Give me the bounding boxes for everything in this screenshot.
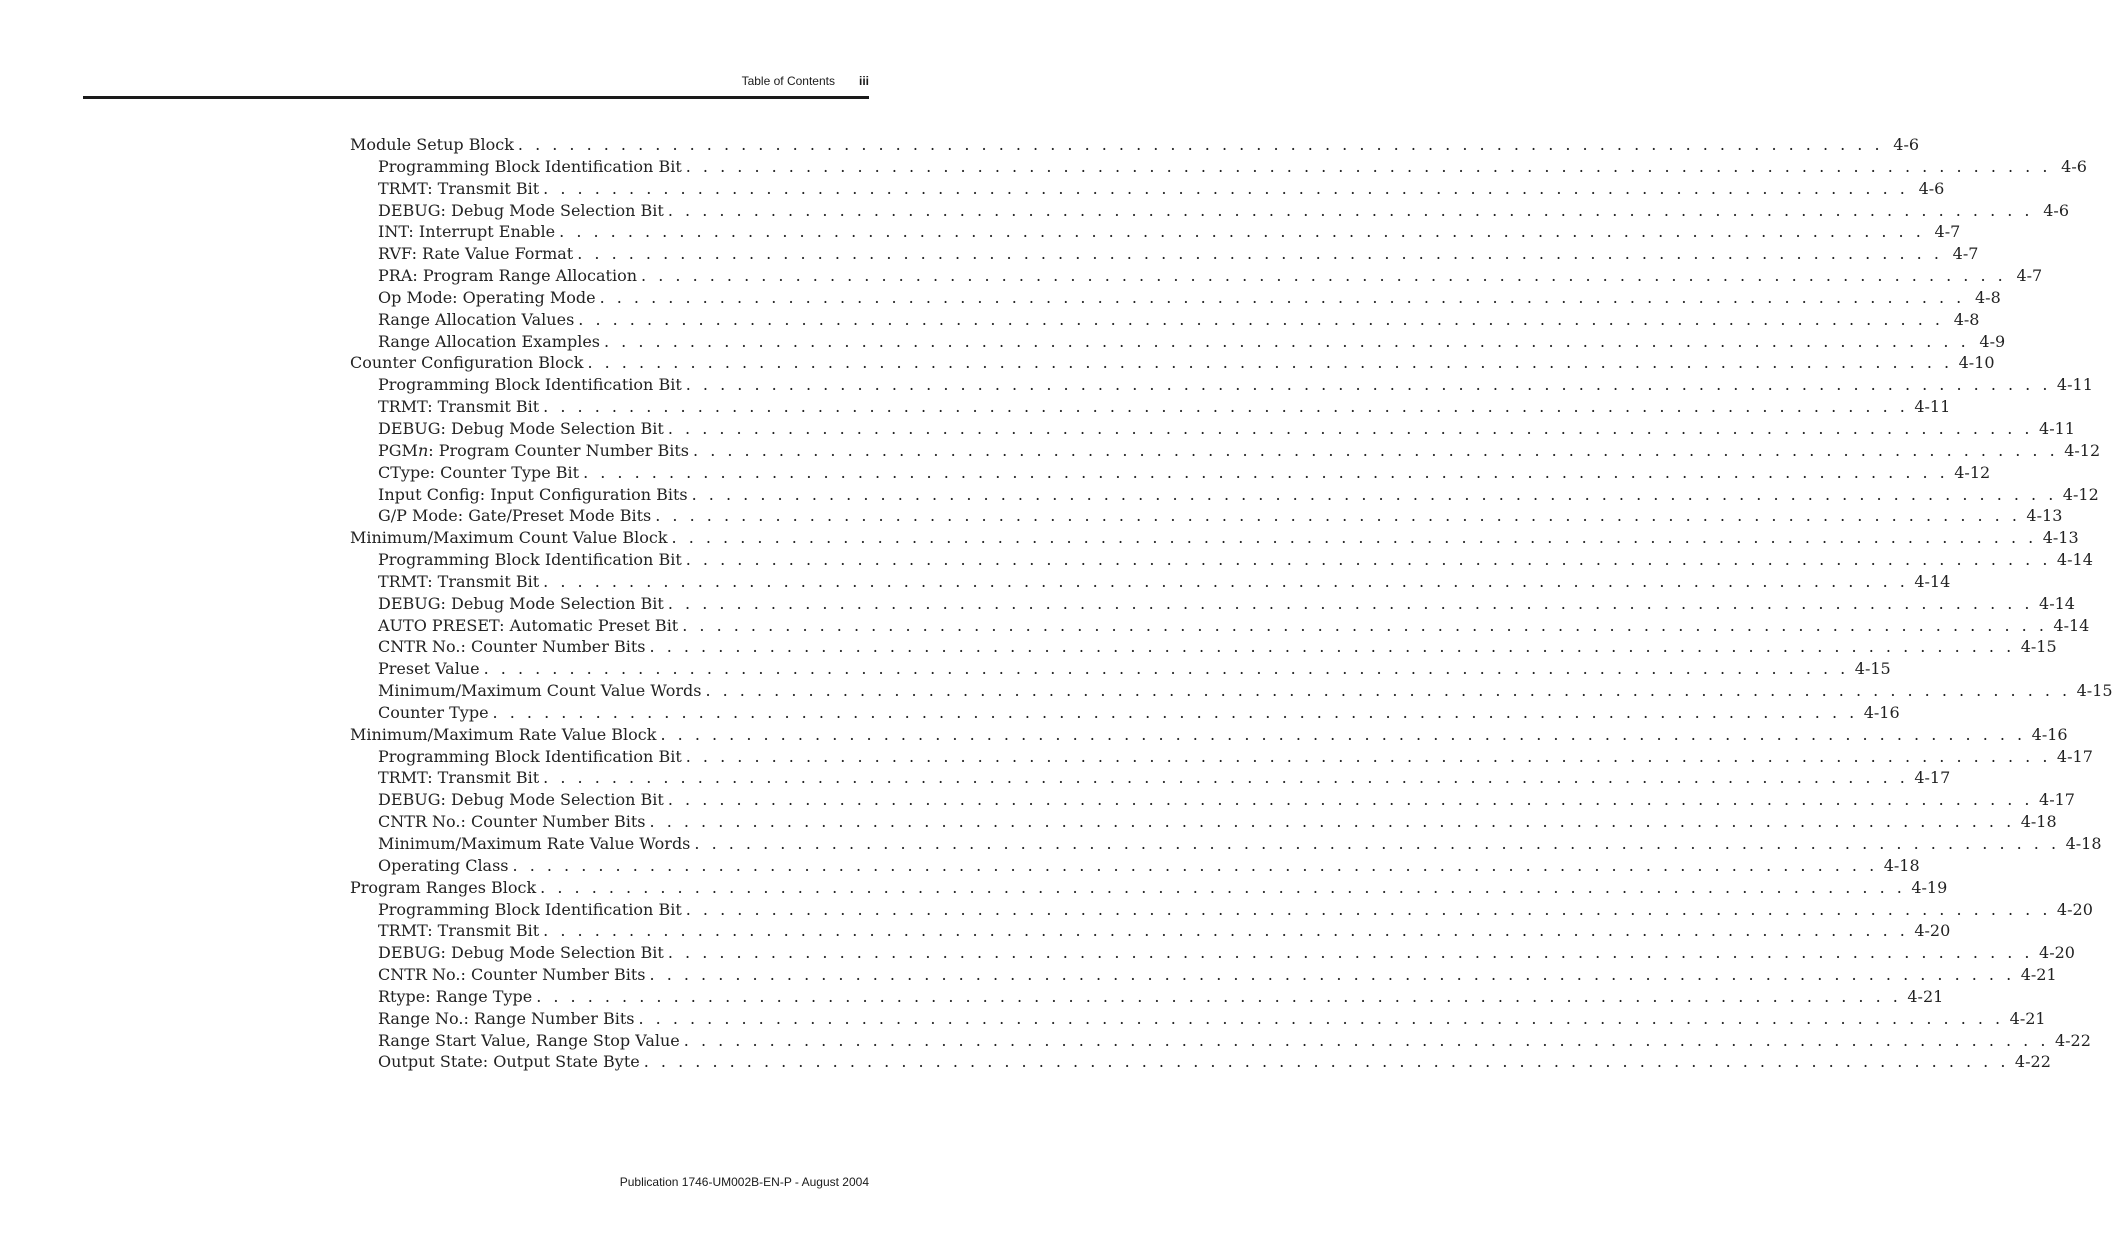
toc-entry[interactable] bbox=[350, 855, 1920, 877]
toc-entry-page: 4-13 bbox=[2026, 506, 2063, 526]
toc-dot-leader: . . . . . . . . . . . . . . . . . . . . . . . . . . . . . . . . . . . . . . . . . . . . . . . . . . . . . . . . . . . . . . . . . . . . . . . . . . . . . . . . bbox=[578, 309, 1944, 329]
toc-entry-page: 4-20 bbox=[2056, 899, 2093, 919]
toc-entry[interactable] bbox=[350, 877, 1948, 899]
toc-entry[interactable] bbox=[350, 374, 2093, 396]
toc-entry-title: Programming Block Identification Bit bbox=[378, 375, 682, 395]
toc-entry-title: Range Start Value, Range Stop Value bbox=[378, 1030, 680, 1050]
toc-entry-page: 4-7 bbox=[1934, 222, 1961, 242]
toc-entry[interactable] bbox=[350, 680, 2113, 702]
toc-entry[interactable] bbox=[350, 484, 2099, 506]
toc-dot-leader: . . . . . . . . . . . . . . . . . . . . . . . . . . . . . . . . . . . . . . . . . . . . . . . . . . . . . . . . . . . . . . . . . . . . . . . . . . . . . . . . bbox=[685, 156, 2051, 176]
toc-entry-title: Preset Value bbox=[378, 659, 480, 679]
toc-dot-leader: . . . . . . . . . . . . . . . . . . . . . . . . . . . . . . . . . . . . . . . . . . . . . . . . . . . . . . . . . . . . . . . . . . . . . . . . . . . . . . . . bbox=[649, 637, 2015, 657]
toc-entry[interactable] bbox=[350, 309, 1980, 331]
toc-entry-title: DEBUG: Debug Mode Selection Bit bbox=[378, 943, 664, 963]
toc-entry-page: 4-21 bbox=[1907, 986, 1944, 1006]
running-header bbox=[742, 74, 869, 88]
toc-dot-leader: . . . . . . . . . . . . . . . . . . . . . . . . . . . . . . . . . . . . . . . . . . . . . . . . . . . . . . . . . . . . . . . . . . . . . . . . . . . . . . . . bbox=[587, 353, 1953, 373]
toc-entry-page: 4-20 bbox=[2039, 943, 2075, 963]
toc-entry-page: 4-6 bbox=[2043, 200, 2070, 220]
toc-dot-leader: . . . . . . . . . . . . . . . . . . . . . . . . . . . . . . . . . . . . . . . . . . . . . . . . . . . . . . . . . . . . . . . . . . . . . . . . . . . . . . . . bbox=[517, 135, 1884, 154]
toc-entry[interactable] bbox=[350, 746, 2093, 768]
toc-entry-title bbox=[378, 440, 689, 462]
toc-entry[interactable] bbox=[350, 899, 2093, 921]
toc-dot-leader: . . . . . . . . . . . . . . . . . . . . . . . . . . . . . . . . . . . . . . . . . . . . . . . . . . . . . . . . . . . . . . . . . . . . . . . . . . . . . . . . bbox=[543, 178, 1909, 198]
toc-dot-leader: . . . . . . . . . . . . . . . . . . . . . . . . . . . . . . . . . . . . . . . . . . . . . . . . . . . . . . . . . . . . . . . . . . . . . . . . . . . . . . . . bbox=[638, 1008, 2004, 1028]
toc-dot-leader: . . . . . . . . . . . . . . . . . . . . . . . . . . . . . . . . . . . . . . . . . . . . . . . . . . . . . . . . . . . . . . . . . . . . . . . . . . . . . . . . bbox=[667, 418, 2034, 438]
toc-entry-title: Minimum/Maximum Rate Value Block bbox=[350, 724, 657, 744]
toc-entry-page: 4-17 bbox=[1914, 768, 1951, 788]
header-rule bbox=[83, 96, 869, 99]
toc-entry[interactable] bbox=[350, 462, 1991, 484]
toc-entry-page: 4-21 bbox=[2009, 1008, 2046, 1028]
toc-entry[interactable] bbox=[350, 134, 1920, 156]
toc-entry-title: CNTR No.: Counter Number Bits bbox=[378, 812, 646, 832]
toc-entry[interactable] bbox=[350, 986, 1944, 1008]
toc-entry-title: Program Ranges Block bbox=[350, 877, 537, 897]
toc-entry-page: 4-22 bbox=[2014, 1052, 2051, 1072]
toc-entry[interactable] bbox=[350, 636, 2057, 658]
toc-dot-leader: . . . . . . . . . . . . . . . . . . . . . . . . . . . . . . . . . . . . . . . . . . . . . . . . . . . . . . . . . . . . . . . . . . . . . . . . . . . . . . . . bbox=[667, 200, 2034, 220]
toc-entry-title: CNTR No.: Counter Number Bits bbox=[378, 637, 646, 657]
toc-entry[interactable] bbox=[350, 833, 2102, 855]
toc-entry[interactable] bbox=[350, 702, 1900, 724]
toc-entry-page: 4-13 bbox=[2042, 528, 2079, 548]
toc-entry-page: 4-12 bbox=[2064, 440, 2101, 460]
toc-entry-page: 4-15 bbox=[2076, 681, 2113, 701]
toc-entry-page: 4-21 bbox=[2020, 965, 2057, 985]
toc-entry-page: 4-7 bbox=[2016, 266, 2043, 286]
publication-footer: Publication 1746-UM002B-EN-P - August 2004 bbox=[619, 1175, 869, 1189]
toc-entry-title: RVF: Rate Value Format bbox=[378, 244, 574, 264]
toc-entry[interactable] bbox=[350, 811, 2057, 833]
table-of-contents bbox=[350, 134, 2113, 1073]
toc-entry-page: 4-17 bbox=[2056, 746, 2093, 766]
toc-dot-leader: . . . . . . . . . . . . . . . . . . . . . . . . . . . . . . . . . . . . . . . . . . . . . . . . . . . . . . . . . . . . . . . . . . . . . . . . . . . . . . . . bbox=[685, 746, 2051, 766]
toc-entry[interactable] bbox=[350, 593, 2075, 615]
toc-entry[interactable] bbox=[350, 200, 2070, 222]
toc-entry[interactable] bbox=[350, 178, 1945, 200]
toc-dot-leader: . . . . . . . . . . . . . . . . . . . . . . . . . . . . . . . . . . . . . . . . . . . . . . . . . . . . . . . . . . . . . . . . . . . . . . . . . . . . . . . . bbox=[667, 593, 2034, 613]
toc-entry-page: 4-14 bbox=[2056, 550, 2093, 570]
toc-dot-leader: . . . . . . . . . . . . . . . . . . . . . . . . . . . . . . . . . . . . . . . . . . . . . . . . . . . . . . . . . . . . . . . . . . . . . . . . . . . . . . . . bbox=[655, 506, 2021, 526]
toc-dot-leader: . . . . . . . . . . . . . . . . . . . . . . . . . . . . . . . . . . . . . . . . . . . . . . . . . . . . . . . . . . . . . . . . . . . . . . . . . . . . . . . . bbox=[483, 659, 1849, 679]
toc-entry[interactable] bbox=[350, 724, 2068, 746]
toc-dot-leader: . . . . . . . . . . . . . . . . . . . . . . . . . . . . . . . . . . . . . . . . . . . . . . . . . . . . . . . . . . . . . . . . . . . . . . . . . . . . . . . . bbox=[667, 790, 2034, 810]
toc-entry[interactable] bbox=[350, 396, 1951, 418]
toc-entry[interactable] bbox=[350, 1008, 2046, 1030]
toc-entry-title: Minimum/Maximum Rate Value Words bbox=[378, 834, 691, 853]
toc-entry-title: Programming Block Identification Bit bbox=[378, 550, 682, 570]
toc-entry-title: Output State: Output State Byte bbox=[378, 1052, 640, 1072]
toc-entry-title: Counter Type bbox=[378, 702, 489, 722]
toc-entry-page: 4-20 bbox=[1914, 921, 1951, 941]
toc-dot-leader: . . . . . . . . . . . . . . . . . . . . . . . . . . . . . . . . . . . . . . . . . . . . . . . . . . . . . . . . . . . . . . . . . . . . . . . . . . . . . . . . bbox=[599, 287, 1965, 307]
toc-dot-leader: . . . . . . . . . . . . . . . . . . . . . . . . . . . . . . . . . . . . . . . . . . . . . . . . . . . . . . . . . . . . . . . . . . . . . . . . . . . . . . . . bbox=[682, 615, 2048, 635]
toc-dot-leader: . . . . . . . . . . . . . . . . . . . . . . . . . . . . . . . . . . . . . . . . . . . . . . . . . . . . . . . . . . . . . . . . . . . . . . . . . . . . . . . . bbox=[492, 702, 1858, 722]
toc-dot-leader: . . . . . . . . . . . . . . . . . . . . . . . . . . . . . . . . . . . . . . . . . . . . . . . . . . . . . . . . . . . . . . . . . . . . . . . . . . . . . . . . bbox=[649, 812, 2015, 832]
toc-entry-title: DEBUG: Debug Mode Selection Bit bbox=[378, 200, 664, 220]
toc-entry-title: AUTO PRESET: Automatic Preset Bit bbox=[378, 615, 679, 635]
toc-entry-title: Operating Class bbox=[378, 855, 509, 875]
toc-dot-leader: . . . . . . . . . . . . . . . . . . . . . . . . . . . . . . . . . . . . . . . . . . . . . . . . . . . . . . . . . . . . . . . . . . . . . . . . . . . . . . . . bbox=[660, 724, 2026, 744]
toc-entry[interactable] bbox=[350, 615, 2090, 637]
toc-entry[interactable] bbox=[350, 942, 2075, 964]
toc-entry-page: 4-12 bbox=[2062, 484, 2099, 504]
toc-dot-leader: . . . . . . . . . . . . . . . . . . . . . . . . . . . . . . . . . . . . . . . . . . . . . . . . . . . . . . . . . . . . . . . . . . . . . . . . . . . . . . . . bbox=[694, 834, 2060, 853]
toc-entry[interactable] bbox=[350, 767, 1951, 789]
toc-entry-page: 4-18 bbox=[2065, 834, 2102, 853]
toc-entry[interactable] bbox=[350, 789, 2075, 811]
toc-entry-page: 4-8 bbox=[1953, 309, 1980, 329]
toc-entry[interactable] bbox=[350, 287, 2001, 309]
toc-entry-title: DEBUG: Debug Mode Selection Bit bbox=[378, 593, 664, 613]
toc-entry[interactable] bbox=[350, 658, 1891, 680]
toc-dot-leader: . . . . . . . . . . . . . . . . . . . . . . . . . . . . . . . . . . . . . . . . . . . . . . . . . . . . . . . . . . . . . . . . . . . . . . . . . . . . . . . . bbox=[643, 1052, 2009, 1072]
toc-dot-leader: . . . . . . . . . . . . . . . . . . . . . . . . . . . . . . . . . . . . . . . . . . . . . . . . . . . . . . . . . . . . . . . . . . . . . . . . . . . . . . . . bbox=[685, 899, 2051, 919]
toc-entry-title: Range Allocation Examples bbox=[378, 331, 600, 351]
toc-entry-page: 4-10 bbox=[1958, 353, 1995, 373]
toc-entry-page: 4-11 bbox=[2056, 375, 2093, 395]
toc-entry-title: G/P Mode: Gate/Preset Mode Bits bbox=[378, 506, 652, 526]
toc-dot-leader: . . . . . . . . . . . . . . . . . . . . . . . . . . . . . . . . . . . . . . . . . . . . . . . . . . . . . . . . . . . . . . . . . . . . . . . . . . . . . . . . bbox=[540, 877, 1906, 897]
toc-dot-leader: . . . . . . . . . . . . . . . . . . . . . . . . . . . . . . . . . . . . . . . . . . . . . . . . . . . . . . . . . . . . . . . . . . . . . . . . . . . . . . . . bbox=[667, 943, 2034, 963]
toc-entry-title-prefix: PGM bbox=[378, 440, 418, 460]
toc-entry-title: PRA: Program Range Allocation bbox=[378, 266, 638, 286]
toc-dot-leader: . . . . . . . . . . . . . . . . . . . . . . . . . . . . . . . . . . . . . . . . . . . . . . . . . . . . . . . . . . . . . . . . . . . . . . . . . . . . . . . . bbox=[543, 571, 1909, 591]
toc-entry-title-suffix: : Program Counter Number Bits bbox=[428, 440, 690, 460]
toc-entry-page: 4-11 bbox=[2039, 418, 2075, 438]
toc-dot-leader: . . . . . . . . . . . . . . . . . . . . . . . . . . . . . . . . . . . . . . . . . . . . . . . . . . . . . . . . . . . . . . . . . . . . . . . . . . . . . . . . bbox=[641, 266, 2007, 286]
toc-entry[interactable] bbox=[350, 549, 2093, 571]
toc-entry-page: 4-16 bbox=[1863, 702, 1900, 722]
toc-dot-leader: . . . . . . . . . . . . . . . . . . . . . . . . . . . . . . . . . . . . . . . . . . . . . . . . . . . . . . . . . . . . . . . . . . . . . . . . . . . . . . . . bbox=[583, 462, 1949, 482]
toc-entry[interactable] bbox=[350, 1051, 2051, 1073]
toc-entry[interactable] bbox=[350, 156, 2087, 178]
toc-entry-title: Module Setup Block bbox=[350, 135, 514, 154]
toc-entry-title: CNTR No.: Counter Number Bits bbox=[378, 965, 646, 985]
toc-dot-leader: . . . . . . . . . . . . . . . . . . . . . . . . . . . . . . . . . . . . . . . . . . . . . . . . . . . . . . . . . . . . . . . . . . . . . . . . . . . . . . . . bbox=[543, 768, 1909, 788]
toc-entry[interactable] bbox=[350, 527, 2079, 549]
toc-entry[interactable] bbox=[350, 418, 2075, 440]
toc-entry-page: 4-19 bbox=[1911, 877, 1948, 897]
toc-entry[interactable] bbox=[350, 964, 2057, 986]
toc-entry-title: DEBUG: Debug Mode Selection Bit bbox=[378, 418, 664, 438]
toc-entry-title: Range No.: Range Number Bits bbox=[378, 1008, 635, 1028]
toc-entry-page: 4-14 bbox=[1914, 571, 1951, 591]
toc-entry-title: Counter Configuration Block bbox=[350, 353, 584, 373]
toc-entry-title: Minimum/Maximum Count Value Words bbox=[378, 681, 702, 701]
toc-entry-page: 4-16 bbox=[2031, 724, 2068, 744]
header-page-number: iii bbox=[858, 74, 869, 88]
toc-entry-title: CType: Counter Type Bit bbox=[378, 462, 580, 482]
toc-entry[interactable] bbox=[350, 331, 2006, 353]
toc-dot-leader: . . . . . . . . . . . . . . . . . . . . . . . . . . . . . . . . . . . . . . . . . . . . . . . . . . . . . . . . . . . . . . . . . . . . . . . . . . . . . . . . bbox=[536, 986, 1902, 1006]
toc-entry-title: TRMT: Transmit Bit bbox=[378, 921, 540, 941]
toc-dot-leader: . . . . . . . . . . . . . . . . . . . . . . . . . . . . . . . . . . . . . . . . . . . . . . . . . . . . . . . . . . . . . . . . . . . . . . . . . . . . . . . . bbox=[543, 921, 1909, 941]
toc-entry[interactable] bbox=[350, 265, 2043, 287]
toc-entry-page: 4-15 bbox=[2020, 637, 2057, 657]
toc-entry[interactable] bbox=[350, 505, 2063, 527]
toc-entry-title: Programming Block Identification Bit bbox=[378, 899, 682, 919]
toc-entry-title-variable: n bbox=[417, 440, 429, 460]
toc-dot-leader: . . . . . . . . . . . . . . . . . . . . . . . . . . . . . . . . . . . . . . . . . . . . . . . . . . . . . . . . . . . . . . . . . . . . . . . . . . . . . . . . bbox=[649, 965, 2015, 985]
toc-entry[interactable] bbox=[350, 571, 1951, 593]
toc-dot-leader: . . . . . . . . . . . . . . . . . . . . . . . . . . . . . . . . . . . . . . . . . . . . . . . . . . . . . . . . . . . . . . . . . . . . . . . . . . . . . . . . bbox=[691, 484, 2057, 504]
toc-dot-leader: . . . . . . . . . . . . . . . . . . . . . . . . . . . . . . . . . . . . . . . . . . . . . . . . . . . . . . . . . . . . . . . . . . . . . . . . . . . . . . . . bbox=[604, 331, 1970, 351]
toc-entry-title: Input Config: Input Configuration Bits bbox=[378, 484, 688, 504]
toc-entry-page: 4-6 bbox=[1893, 135, 1920, 154]
toc-entry-page: 4-7 bbox=[1952, 244, 1979, 264]
toc-entry-page: 4-15 bbox=[1854, 659, 1891, 679]
toc-entry[interactable] bbox=[350, 243, 1979, 265]
toc-entry-title: DEBUG: Debug Mode Selection Bit bbox=[378, 790, 664, 810]
toc-entry[interactable] bbox=[350, 1030, 2091, 1052]
toc-entry-title: Programming Block Identification Bit bbox=[378, 746, 682, 766]
toc-entry-title: TRMT: Transmit Bit bbox=[378, 571, 540, 591]
toc-entry-title: Rtype: Range Type bbox=[378, 986, 533, 1006]
toc-entry-title: Op Mode: Operating Mode bbox=[378, 287, 596, 307]
toc-entry-page: 4-22 bbox=[2054, 1030, 2091, 1050]
toc-entry[interactable] bbox=[350, 920, 1951, 942]
toc-entry-page: 4-11 bbox=[1914, 397, 1951, 417]
toc-entry-title: TRMT: Transmit Bit bbox=[378, 397, 540, 417]
toc-entry-title: TRMT: Transmit Bit bbox=[378, 178, 540, 198]
toc-entry-title: Minimum/Maximum Count Value Block bbox=[350, 528, 668, 548]
toc-entry-page: 4-18 bbox=[2020, 812, 2057, 832]
toc-dot-leader: . . . . . . . . . . . . . . . . . . . . . . . . . . . . . . . . . . . . . . . . . . . . . . . . . . . . . . . . . . . . . . . . . . . . . . . . . . . . . . . . bbox=[705, 681, 2071, 701]
toc-entry-page: 4-6 bbox=[1918, 178, 1945, 198]
toc-dot-leader: . . . . . . . . . . . . . . . . . . . . . . . . . . . . . . . . . . . . . . . . . . . . . . . . . . . . . . . . . . . . . . . . . . . . . . . . . . . . . . . . bbox=[543, 397, 1909, 417]
toc-entry[interactable] bbox=[350, 352, 1995, 374]
toc-entry-page: 4-12 bbox=[1954, 462, 1991, 482]
toc-dot-leader: . . . . . . . . . . . . . . . . . . . . . . . . . . . . . . . . . . . . . . . . . . . . . . . . . . . . . . . . . . . . . . . . . . . . . . . . . . . . . . . . bbox=[559, 222, 1925, 242]
toc-dot-leader: . . . . . . . . . . . . . . . . . . . . . . . . . . . . . . . . . . . . . . . . . . . . . . . . . . . . . . . . . . . . . . . . . . . . . . . . . . . . . . . . bbox=[683, 1030, 2049, 1050]
toc-dot-leader: . . . . . . . . . . . . . . . . . . . . . . . . . . . . . . . . . . . . . . . . . . . . . . . . . . . . . . . . . . . . . . . . . . . . . . . . . . . . . . . . bbox=[512, 855, 1878, 875]
toc-entry[interactable] bbox=[350, 221, 1961, 243]
toc-entry-title: INT: Interrupt Enable bbox=[378, 222, 556, 242]
toc-dot-leader: . . . . . . . . . . . . . . . . . . . . . . . . . . . . . . . . . . . . . . . . . . . . . . . . . . . . . . . . . . . . . . . . . . . . . . . . . . . . . . . . bbox=[685, 550, 2051, 570]
toc-entry-page: 4-18 bbox=[1883, 855, 1920, 875]
toc-dot-leader: . . . . . . . . . . . . . . . . . . . . . . . . . . . . . . . . . . . . . . . . . . . . . . . . . . . . . . . . . . . . . . . . . . . . . . . . . . . . . . . . bbox=[577, 244, 1943, 264]
header-section-title: Table of Contents bbox=[741, 74, 835, 88]
toc-entry-title: TRMT: Transmit Bit bbox=[378, 768, 540, 788]
toc-entry-title: Programming Block Identification Bit bbox=[378, 156, 682, 176]
toc-dot-leader: . . . . . . . . . . . . . . . . . . . . . . . . . . . . . . . . . . . . . . . . . . . . . . . . . . . . . . . . . . . . . . . . . . . . . . . . . . . . . . . . bbox=[685, 375, 2051, 395]
toc-entry-page: 4-8 bbox=[1974, 287, 2001, 307]
toc-entry[interactable] bbox=[350, 440, 2101, 462]
toc-entry-page: 4-9 bbox=[1979, 331, 2006, 351]
toc-entry-page: 4-17 bbox=[2039, 790, 2075, 810]
toc-entry-page: 4-6 bbox=[2061, 156, 2087, 176]
toc-dot-leader: . . . . . . . . . . . . . . . . . . . . . . . . . . . . . . . . . . . . . . . . . . . . . . . . . . . . . . . . . . . . . . . . . . . . . . . . . . . . . . . . bbox=[693, 440, 2059, 460]
toc-dot-leader: . . . . . . . . . . . . . . . . . . . . . . . . . . . . . . . . . . . . . . . . . . . . . . . . . . . . . . . . . . . . . . . . . . . . . . . . . . . . . . . . bbox=[671, 528, 2037, 548]
toc-entry-page: 4-14 bbox=[2039, 593, 2075, 613]
toc-entry-title: Range Allocation Values bbox=[378, 309, 575, 329]
toc-entry-page: 4-14 bbox=[2053, 615, 2090, 635]
